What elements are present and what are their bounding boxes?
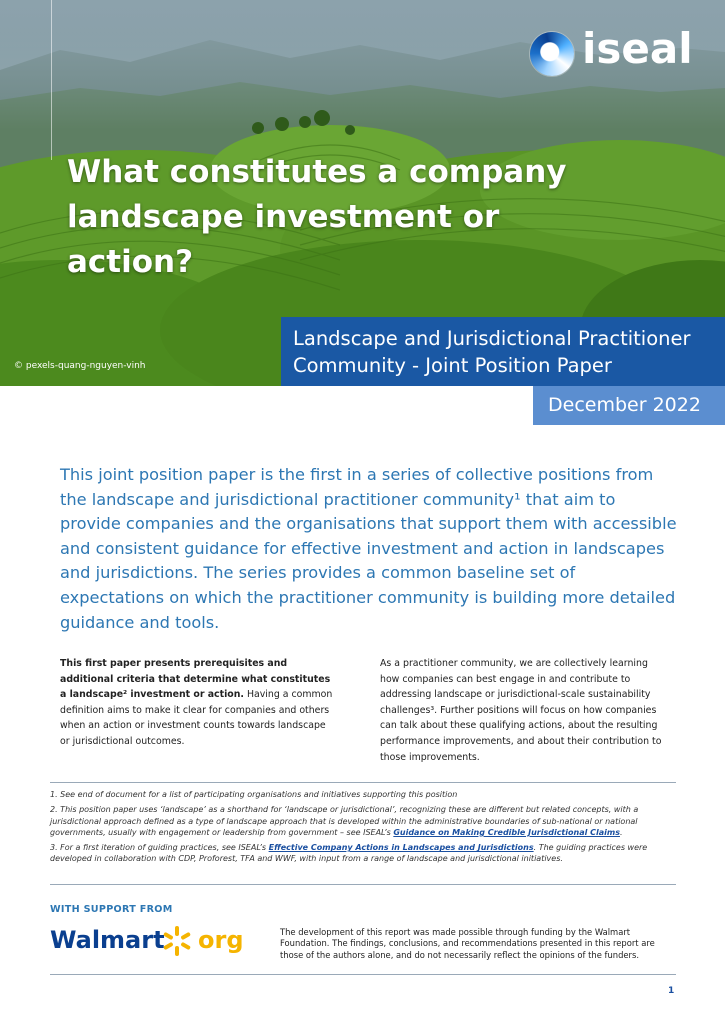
logo-text: iseal <box>582 24 693 73</box>
footnotes <box>50 789 678 869</box>
footnote-1 <box>50 789 678 800</box>
support-divider-bottom <box>50 974 676 975</box>
footnote-divider <box>50 782 676 783</box>
intro-column-right: As a practitioner community, we are collectively learning how companies can best engage in and contribute to addressing landscape or jurisdictional-scale sustainability challenges³. Further positions will focus on how companies can talk about these qualifying actions, about the resulting performance improvements, and about their contribution to those improvements. <box>380 658 662 763</box>
banner-line-2: Community - Joint Position Paper <box>293 354 612 377</box>
support-divider-top <box>50 884 676 885</box>
series-banner <box>281 317 725 386</box>
effective-actions-link[interactable]: Effective Company Actions in Landscapes and Jurisdictions <box>268 843 534 853</box>
iseal-logo[interactable] <box>530 24 695 85</box>
walmart-spark-icon <box>160 924 194 958</box>
funding-statement: The development of this report was made possible through funding by the Walmart Foundation. The findings, conclusions, and recommendations presented in this report are those of the authors alone, and do not necessarily reflect the opinions of the funders. <box>280 927 655 960</box>
footnote-2-end: . <box>619 827 623 837</box>
intro-text: Having a common definition aims to make it clear for companies and others when an action or investment counts towards landscape or jurisdictional outcomes. <box>60 689 333 747</box>
banner-line-1: Landscape and Jurisdictional Practitioner <box>293 327 691 350</box>
footnote-2 <box>50 804 678 838</box>
footnote-2-text: 2. This position paper uses ‘landscape’ as a shorthand for ‘landscape or jurisdictional’, recognizing these are different but related concepts, with a jurisdictional approach defined as a type of landscape approach that is developed within the administrative boundaries of sub-national or national governments, usually with engagement or leadership from government – see ISEAL’s <box>50 805 639 837</box>
footnote-1-text: 1. See end of document for a list of participating organisations and initiatives supporting this position <box>50 790 458 799</box>
iseal-ring-icon <box>530 32 574 76</box>
page-title: What constitutes a company landscape investment or action? <box>67 154 567 280</box>
intro-bold-text: This first paper presents prerequisites and additional criteria that determine what constitutes a landscape² investment or action. <box>60 658 331 701</box>
jurisdictional-claims-link[interactable]: Guidance on Making Credible Jurisdictional Claims <box>393 827 620 837</box>
org-wordmark: org <box>198 926 244 954</box>
lead-paragraph: This joint position paper is the first in a series of collective positions from the landscape and jurisdictional practitioner community¹ that aim to provide companies and the organisations that support them with accessible and consistent guidance for effective investment and action in landscapes and jurisdictions. The series provides a common baseline set of expectations on which the practitioner community is building more detailed guidance and tools. <box>60 465 677 632</box>
footnote-3-text: 3. For a first iteration of guiding practices, see ISEAL’s <box>50 843 269 853</box>
footnote-3 <box>50 842 678 865</box>
footnote-3-end: . The guiding practices were developed in collaboration with CDP, Proforest, TFA and WWF, with input from a range of landscape and jurisdictional initiatives. <box>50 843 648 864</box>
walmart-org-logo <box>50 922 250 962</box>
walmart-wordmark: Walmart <box>50 926 165 954</box>
page-number: 1 <box>668 986 675 996</box>
decorative-rule <box>51 0 52 160</box>
support-label: WITH SUPPORT FROM <box>50 904 173 915</box>
publication-date: December 2022 <box>533 386 725 425</box>
intro-column-left <box>60 656 335 750</box>
photo-credit: © pexels-quang-nguyen-vinh <box>14 361 146 371</box>
